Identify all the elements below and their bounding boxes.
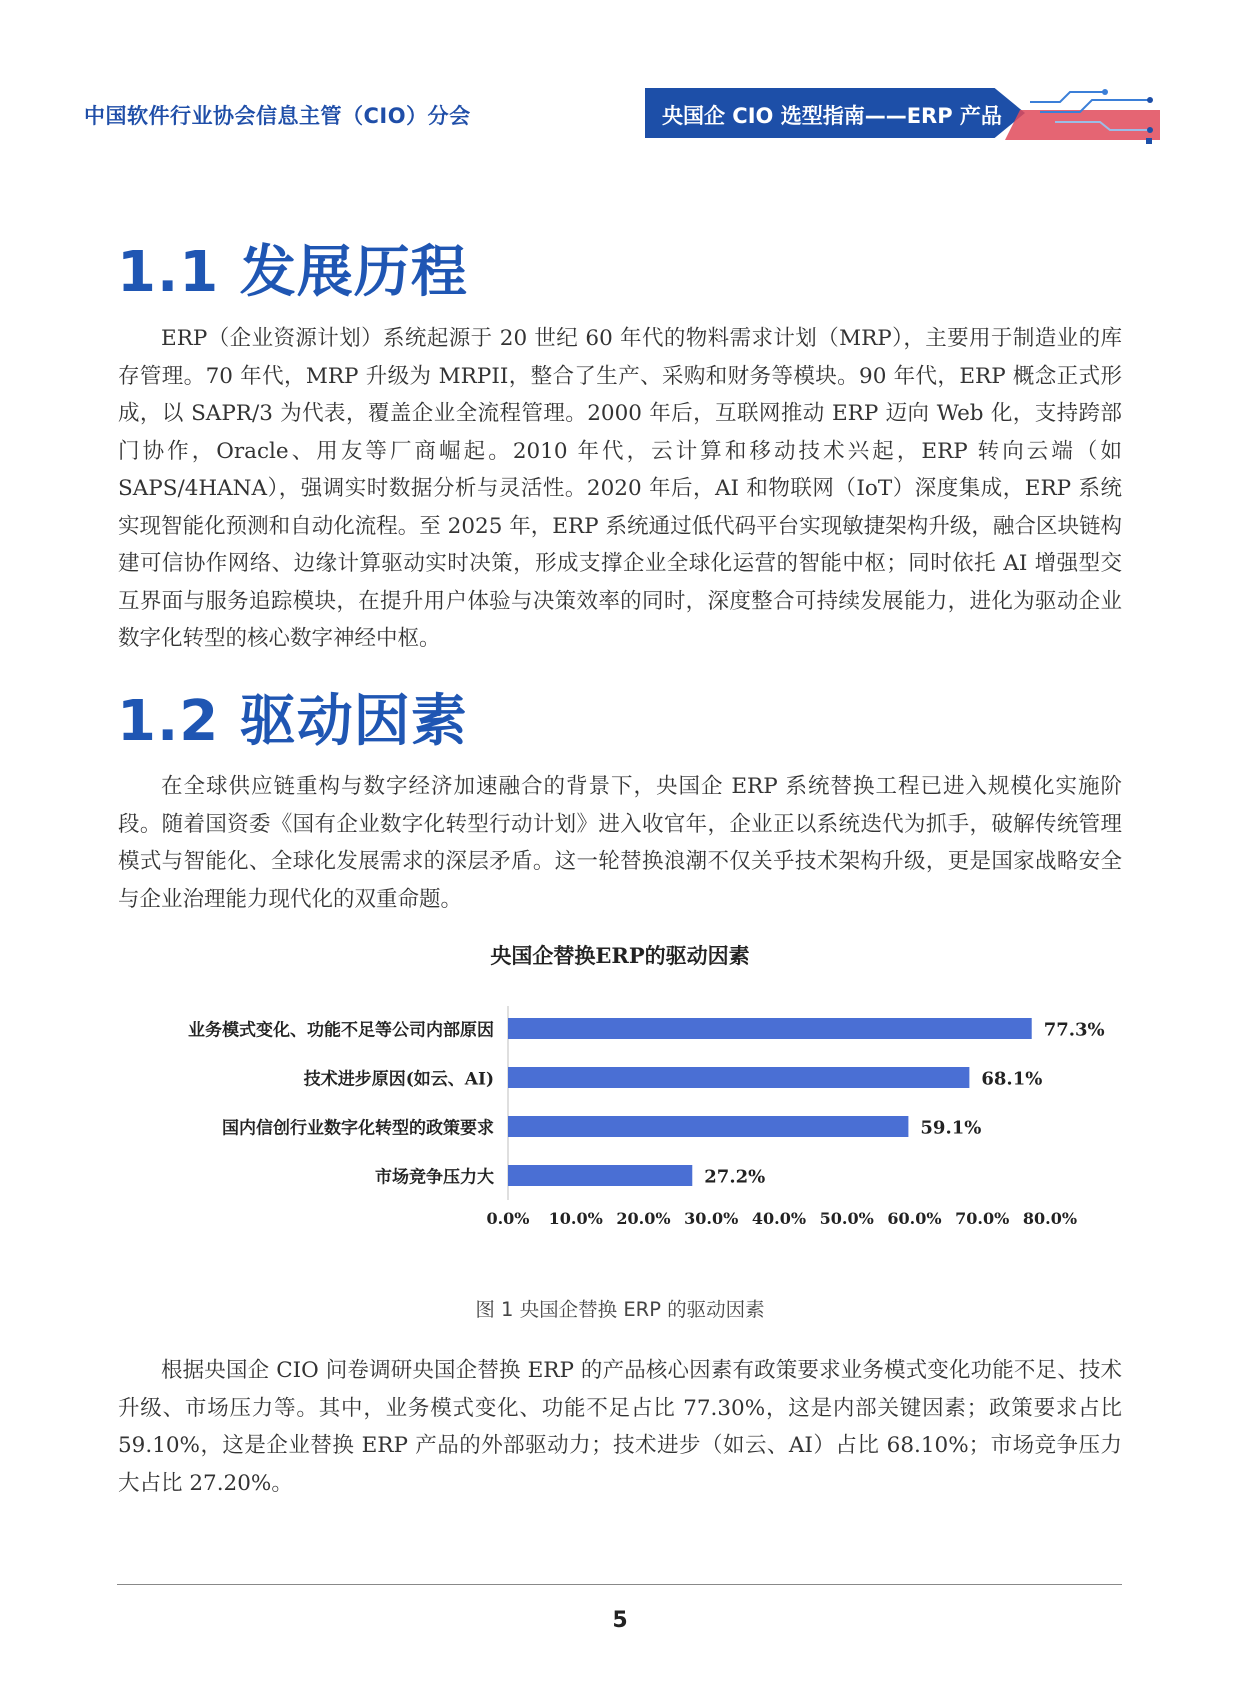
history-paragraph: ERP（企业资源计划）系统起源于 20 世纪 60 年代的物料需求计划（MRP），主要用于制造业的库存管理。70 年代，MRP 升级为 MRPII，整合了生产、采购和财务等模块。90 年代，ERP 概念正式形成，以 SAPR/3 为代表，覆盖企业全流程管理。2000 年后，互联网推动 ERP 迈向 Web 化，支持跨部门协作，Oracle、用友等厂商崛起。2010 年代，云计算和移动技术兴起，ERP 转向云端（如 SAPS/4HANA），强调实时数据分析与灵活性。2020 年后，AI 和物联网（IoT）深度集成，ERP 系统实现智能化预测和自动化流程。至 2025 年，ERP 系统通过低代码平台实现敏捷架构升级，融合区块链构建可信协作网络、边缘计算驱动实时决策，形成支撑企业全球化运营的智能中枢；同时依托 AI 增强型交互界面与服务追踪模块，在提升用户体验与决策效率的同时，深度整合可持续发展能力，进化为驱动企业数字化转型的核心数字神经中枢。 [118,326,1122,651]
x-tick-label: 20.0% [616,1209,671,1228]
x-tick-label: 50.0% [819,1209,874,1228]
x-tick-label: 70.0% [955,1209,1010,1228]
bar [508,1067,969,1088]
chart-canvas [130,940,1110,1260]
section-heading-drivers: 1.2 驱动因素 [117,689,468,754]
x-tick-label: 30.0% [684,1209,739,1228]
category-label: 国内信创行业数字化转型的政策要求 [222,1118,494,1139]
guide-title: 央国企 CIO 选型指南——ERP 产品 [662,104,1002,128]
figure-caption: 图 1 央国企替换 ERP 的驱动因素 [475,1298,765,1321]
bar [508,1165,692,1186]
category-label: 业务模式变化、功能不足等公司内部原因 [188,1020,494,1041]
footer-divider [117,1584,1122,1585]
category-label: 市场竞争压力大 [375,1167,494,1188]
bar [508,1116,908,1137]
chart-title: 央国企替换ERP的驱动因素 [490,943,750,968]
bar [508,1018,1032,1039]
x-tick-label: 60.0% [887,1209,942,1228]
x-tick-label: 80.0% [1022,1209,1078,1228]
x-tick-label: 0.0% [486,1209,530,1228]
data-label: 77.3% [1043,1019,1105,1041]
category-label: 技术进步原因(如云、AI) [303,1069,494,1090]
organization-name: 中国软件行业协会信息主管（CIO）分会 [84,104,471,128]
data-label: 68.1% [981,1068,1043,1090]
x-tick-label: 10.0% [548,1209,603,1228]
section-heading-history: 1.1 发展历程 [117,240,468,305]
drivers-paragraph: 在全球供应链重构与数字经济加速融合的背景下，央国企 ERP 系统替换工程已进入规模化实施阶段。随着国资委《国有企业数字化转型行动计划》进入收官年，企业正以系统迭代为抓手，破解传统管理模式与智能化、全球化发展需求的深层矛盾。这一轮替换浪潮不仅关乎技术架构升级，更是国家战略安全与企业治理能力现代化的双重命题。 [118,774,1122,912]
page-number: 5 [612,1608,628,1633]
data-label: 27.2% [704,1166,766,1188]
analysis-paragraph: 根据央国企 CIO 问卷调研央国企替换 ERP 的产品核心因素有政策要求业务模式变化功能不足、技术升级、市场压力等。其中，业务模式变化、功能不足占比 77.30%，这是内部关键因素；政策要求占比 59.10%，这是企业替换 ERP 产品的外部驱动力；技术进步（如云、AI）占比 68.10%；市场竞争压力大占比 27.20%。 [118,1358,1122,1496]
drivers-bar-chart [130,940,1110,1260]
data-label: 59.1% [920,1117,982,1139]
circuit-decoration-icon [1000,78,1160,148]
x-tick-label: 40.0% [751,1209,807,1228]
